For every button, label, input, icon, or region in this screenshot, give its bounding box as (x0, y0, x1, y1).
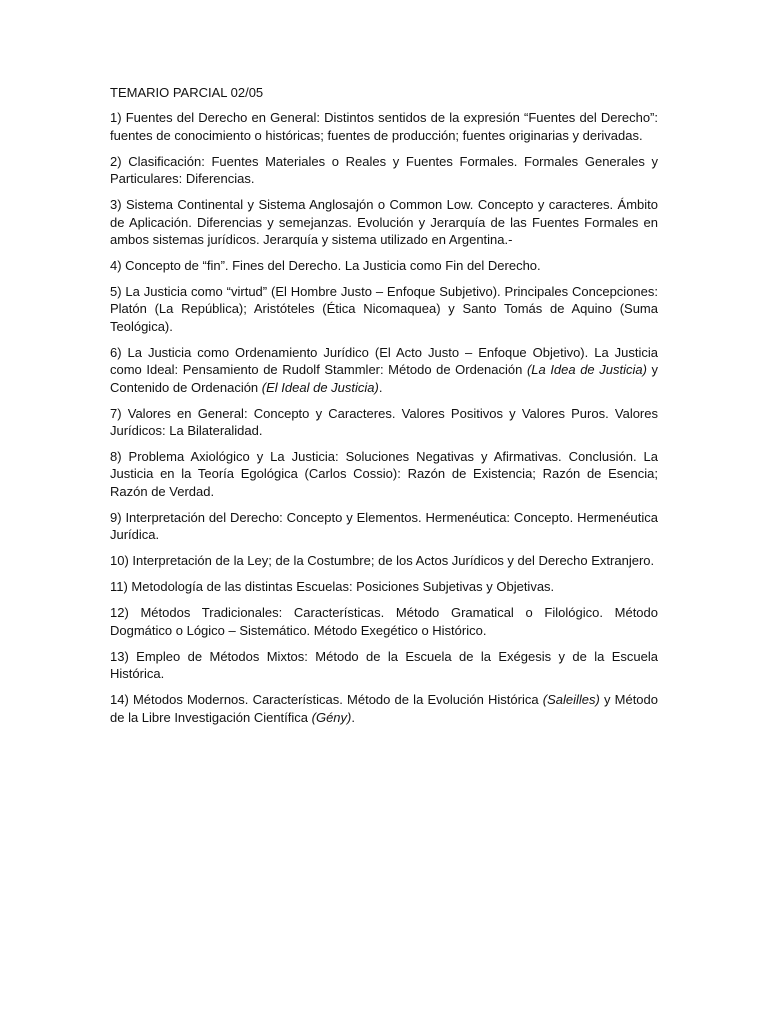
topic-item (110, 509, 658, 544)
topic-text: . (378, 379, 383, 395)
topic-item (110, 552, 658, 569)
topic-item (110, 578, 658, 595)
topic-item (110, 691, 658, 726)
topic-item (110, 448, 658, 500)
document-page (110, 84, 658, 735)
topic-italic-text: (Gény) (311, 709, 352, 725)
topic-item (110, 604, 658, 639)
topic-list (110, 109, 658, 726)
topic-text: 7) Valores en General: Concepto y Caracteres. Valores Positivos y Valores Puros. Valores Jurídicos: La Bilateralidad. (110, 405, 658, 439)
topic-text: 12) Métodos Tradicionales: Características. Método Gramatical o Filológico. Método Dogmático o Lógico – Sistemático. Método Exegético o Histórico. (110, 605, 658, 638)
topic-item (110, 153, 658, 188)
topic-text: 4) Concepto de “fin”. Fines del Derecho. La Justicia como Fin del Derecho. (110, 258, 541, 274)
topic-text: . (351, 709, 355, 725)
topic-italic-text: (Saleilles) (542, 692, 600, 708)
document-title: TEMARIO PARCIAL 02/05 (110, 85, 264, 100)
topic-item (110, 257, 658, 274)
topic-text: y Método de la Libre Investigación Científica (110, 692, 659, 725)
topic-text: 2) Clasificación: Fuentes Materiales o Reales y Fuentes Formales. Formales Generales y Particulares: Diferencias. (110, 153, 658, 187)
topic-text: 14) Métodos Modernos. Características. Método de la Evolución Histórica (110, 692, 543, 708)
topic-item (110, 196, 658, 248)
topic-text: y Contenido de Ordenación (110, 362, 658, 395)
topic-text: 6) La Justicia como Ordenamiento Jurídico (El Acto Justo – Enfoque Objetivo). La Justicia como Ideal: Pensamiento de Rudolf Stammler: Método de Ordenación (110, 344, 658, 378)
topic-text: 3) Sistema Continental y Sistema Anglosajón o Common Low. Concepto y caracteres. Ámbito de Aplicación. Diferencias y semejanzas. Evolución y Jerarquía de las Fuentes Formales en ambos sistemas jurídicos. Jerarquía y sistema utilizado en Argentina.- (110, 197, 658, 248)
topic-text: 8) Problema Axiológico y La Justicia: Soluciones Negativas y Afirmativas. Conclusión. La Justicia en la Teoría Egológica (Carlos Cossio): Razón de Existencia; Razón de Esencia; Razón de Verdad. (110, 449, 658, 499)
topic-item (110, 405, 658, 440)
topic-item (110, 648, 658, 683)
topic-text: 11) Metodología de las distintas Escuelas: Posiciones Subjetivas y Objetivas. (110, 579, 555, 595)
topic-text: 1) Fuentes del Derecho en General: Distintos sentidos de la expresión “Fuentes del Derecho”: fuentes de conocimiento o históricas; fuentes de producción; fuentes originarias y derivadas. (110, 110, 658, 143)
topic-text: 10) Interpretación de la Ley; de la Costumbre; de los Actos Jurídicos y del Derecho Extranjero. (110, 553, 655, 569)
topic-text: 9) Interpretación del Derecho: Concepto y Elementos. Hermenéutica: Concepto. Hermenéutica Jurídica. (110, 509, 658, 543)
topic-item (110, 283, 658, 335)
topic-item (110, 344, 658, 396)
topic-item (110, 109, 658, 144)
topic-text: 13) Empleo de Métodos Mixtos: Método de la Escuela de la Exégesis y de la Escuela Histórica. (110, 648, 658, 682)
topic-text: 5) La Justicia como “virtud” (El Hombre Justo – Enfoque Subjetivo). Principales Concepciones: Platón (La República); Aristóteles (Ética Nicomaquea) y Santo Tomás de Aquino (Suma Teológica). (110, 284, 658, 334)
topic-italic-text: (La Idea de Justicia) (526, 362, 647, 378)
topic-italic-text: (El Ideal de Justicia) (261, 379, 379, 395)
